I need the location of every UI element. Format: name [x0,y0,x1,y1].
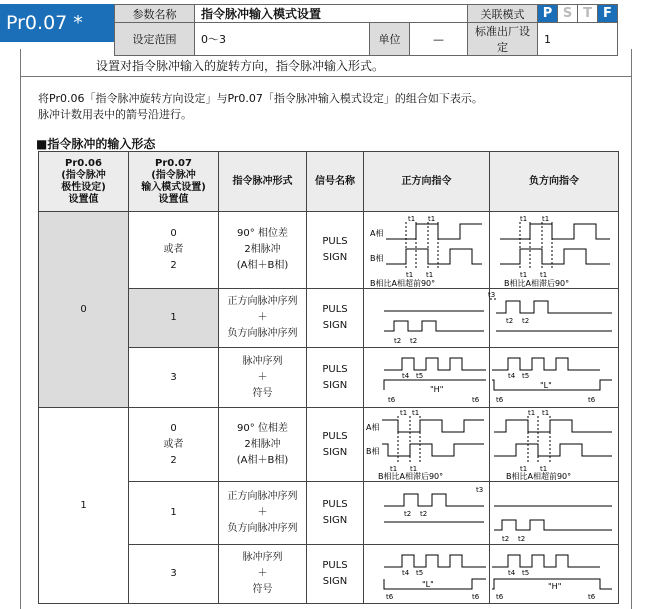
timing-diagram-ab-lag [364,408,489,481]
signal-names [307,545,364,604]
header-pr007-line: (指令脉冲 [151,169,196,181]
label-t1: t1 [542,409,550,417]
reverse-diagram-cell [490,348,619,408]
signal-sign: SIGN [322,320,348,331]
label-t4: t4 [402,569,410,577]
pulse-form-line: 符号 [252,387,273,399]
label-t5: t5 [522,372,530,380]
header-reverse-command: 负方向指令 [490,152,619,212]
label-t3: t3 [488,291,496,299]
header-pr006-line: Pr0.06 [65,157,102,169]
name-label: 参数名称 [115,5,195,23]
table-row [39,408,619,482]
range-value: 0〜3 [195,23,370,56]
pulse-form [219,408,307,482]
label-t6: t6 [588,593,596,601]
level-label: "L" [422,580,434,589]
forward-diagram-cell [364,408,490,482]
label-t6: t6 [472,396,480,404]
parameter-id-box [0,4,114,42]
label-t6: t6 [496,593,504,601]
label-t4: t4 [508,372,516,380]
pulse-form-line: 正方向脉冲序列 [227,296,298,307]
label-t2: t2 [522,317,530,325]
unit-value: — [410,23,468,56]
level-label: "L" [540,381,552,390]
signal-puls: PULS [322,363,348,375]
header-pr007-line: Pr0.07 [155,157,192,169]
pr007-line: 0 [170,228,177,239]
label-t1: t1 [400,409,408,417]
label-t1: t1 [542,215,550,223]
signal-names [307,212,364,289]
pr007-value: 3 [129,545,219,604]
pr007-value [129,408,219,482]
signal-puls: PULS [322,499,348,510]
label-t1: t1 [390,465,398,473]
reverse-diagram-cell [490,408,619,482]
parameter-id: Pr0.07 [6,12,68,34]
mode-s-badge: S [558,5,578,23]
pulse-form-line: (A相＋B相) [236,260,289,271]
timing-diagram-ab-lead [364,212,489,288]
signal-sign: SIGN [322,576,348,587]
signal-puls: PULS [322,304,348,315]
forward-caption: B相比A相超前90° [370,279,436,288]
reverse-diagram-cell [490,545,619,604]
header-pr007-line: 设置值 [158,193,189,205]
pulse-form-line: 2相脉冲 [244,244,281,255]
forward-diagram-cell [364,482,490,545]
pulse-form [219,482,307,545]
header-pr006-line: (指令脉冲 [61,169,106,181]
pulse-form [219,289,307,348]
pulse-form-line: 符号 [252,584,273,595]
signal-names [307,482,364,545]
pr006-value-1: 1 [39,408,129,604]
label-b-phase: B相 [366,447,380,456]
note-line-1: 将Pr0.06「指令脉冲旋转方向设定」与Pr0.07「指令脉冲输入模式设定」的组合如下表示。 [38,92,483,105]
header-pr006-line: 极性设定) [61,181,106,193]
unit-label: 单位 [370,23,410,56]
label-t1: t1 [412,409,420,417]
divider [20,76,631,77]
label-t2: t2 [410,337,418,345]
pulse-mode-table [38,151,619,604]
mode-f-badge: F [598,5,618,23]
signal-names [307,348,364,408]
signal-sign: SIGN [322,252,348,263]
label-a-phase: A相 [370,229,384,238]
timing-diagram-pulse-reverse [490,482,618,544]
timing-diagram-pulse-forward [364,482,489,544]
signal-sign: SIGN [322,379,348,391]
reverse-diagram-cell [490,482,619,545]
label-t1: t1 [426,271,434,279]
pulse-form-line: (A相＋B相) [236,454,289,466]
pr007-line: 0 [170,422,177,434]
signal-names [307,289,364,348]
pulse-form-line: 负方向脉冲序列 [227,523,298,534]
pr007-line: 或者 [163,244,184,255]
label-t2: t2 [420,510,428,518]
label-t2: t2 [518,535,526,543]
signal-puls: PULS [322,236,348,247]
pr007-value: 1 [129,289,219,348]
pulse-form-line: 负方向脉冲序列 [227,328,298,339]
pulse-form-line: ＋ [257,371,268,383]
label-t6: t6 [386,593,394,601]
label-t1: t1 [410,465,418,473]
label-t1: t1 [408,215,416,223]
range-label: 设定范围 [115,23,195,56]
pulse-form [219,545,307,604]
header-pulse-form: 指令脉冲形式 [219,152,307,212]
label-t5: t5 [416,569,424,577]
timing-diagram-sign-forward [364,348,489,407]
reverse-caption: B相比A相滞后90° [504,279,570,288]
label-t4: t4 [508,569,516,577]
pr007-line: 或者 [163,438,184,450]
header-pr007 [129,152,219,212]
label-t1: t1 [428,215,436,223]
signal-puls: PULS [322,430,348,442]
signal-puls: PULS [322,560,348,571]
header-forward-command: 正方向指令 [364,152,490,212]
header-pr006-line: 设置值 [68,193,99,205]
label-t1: t1 [540,271,548,279]
label-t5: t5 [522,569,530,577]
note-line-2: 脉冲计数用表中的箭号沿进行。 [38,108,192,121]
pr006-value-0: 0 [39,212,129,408]
signal-sign: SIGN [322,515,348,526]
pulse-form-line: 脉冲序列 [242,552,283,563]
header-pr007-line: 输入模式设置) [141,181,206,193]
header-signal-name: 信号名称 [307,152,364,212]
pulse-form [219,212,307,289]
label-t1: t1 [540,465,548,473]
label-t1: t1 [528,409,536,417]
pr007-line: 2 [170,454,177,466]
mode-t-badge: T [578,5,598,23]
label-t6: t6 [588,396,596,404]
level-label: "H" [430,385,444,394]
pulse-form-line: ＋ [257,568,268,579]
pulse-form-line: 2相脉冲 [244,438,281,450]
forward-diagram-cell [364,212,490,289]
timing-diagram-sign-reverse [490,545,618,603]
pr007-line: 2 [170,260,177,271]
forward-diagram-cell [364,545,490,604]
pr007-value [129,212,219,289]
timing-diagram-sign-reverse [490,348,618,407]
timing-diagram-pulse-reverse [490,289,618,347]
label-t2: t2 [506,317,514,325]
pr007-value: 1 [129,482,219,545]
timing-diagram-sign-forward [364,545,489,603]
name-value: 指令脉冲输入模式设置 [195,5,468,23]
label-t6: t6 [388,396,396,404]
mode-p-badge: P [538,5,558,23]
label-t2: t2 [404,510,412,518]
default-value: 1 [538,23,618,56]
forward-diagram-cell [364,289,490,348]
timing-diagram-ab-lead [490,408,618,481]
label-a-phase: A相 [366,423,380,432]
label-t5: t5 [416,372,424,380]
label-t6: t6 [496,396,504,404]
header-pr006 [39,152,129,212]
signal-names [307,408,364,482]
pulse-form-line: 正方向脉冲序列 [227,491,298,502]
label-b-phase: B相 [370,254,384,263]
section-title: ■指令脉冲的输入形态 [36,137,156,151]
parameter-mark: * [73,12,83,34]
reverse-diagram-cell [490,289,619,348]
forward-caption: B相比A相滞后90° [378,472,444,481]
label-t2: t2 [394,337,402,345]
pulse-form-line: ＋ [257,312,268,323]
timing-diagram-pulse-forward [364,289,489,347]
label-t1: t1 [520,465,528,473]
default-label: 标准出厂设定 [468,23,538,56]
pulse-form [219,348,307,408]
reverse-caption: B相比A相超前90° [506,472,572,481]
label-t2: t2 [502,535,510,543]
pr007-value: 3 [129,348,219,408]
parameter-description: 设置对指令脉冲输入的旋转方向，指令脉冲输入形式。 [96,59,385,73]
label-t6: t6 [472,593,480,601]
pulse-form-line: 90° 相位差 [237,228,288,239]
pulse-form-line: 脉冲序列 [242,355,283,367]
label-t1: t1 [520,215,528,223]
level-label: "H" [548,582,562,591]
related-mode-label: 关联模式 [468,5,538,23]
label-t1: t1 [520,271,528,279]
pulse-form-line: ＋ [257,507,268,518]
signal-sign: SIGN [322,446,348,458]
label-t1: t1 [406,271,414,279]
label-t3: t3 [476,486,484,494]
reverse-diagram-cell [490,212,619,289]
pulse-form-line: 90° 位相差 [237,422,288,434]
label-t4: t4 [402,372,410,380]
table-row [39,212,619,289]
timing-diagram-ab-lag [490,212,618,288]
table-header-row [39,152,619,212]
forward-diagram-cell [364,348,490,408]
